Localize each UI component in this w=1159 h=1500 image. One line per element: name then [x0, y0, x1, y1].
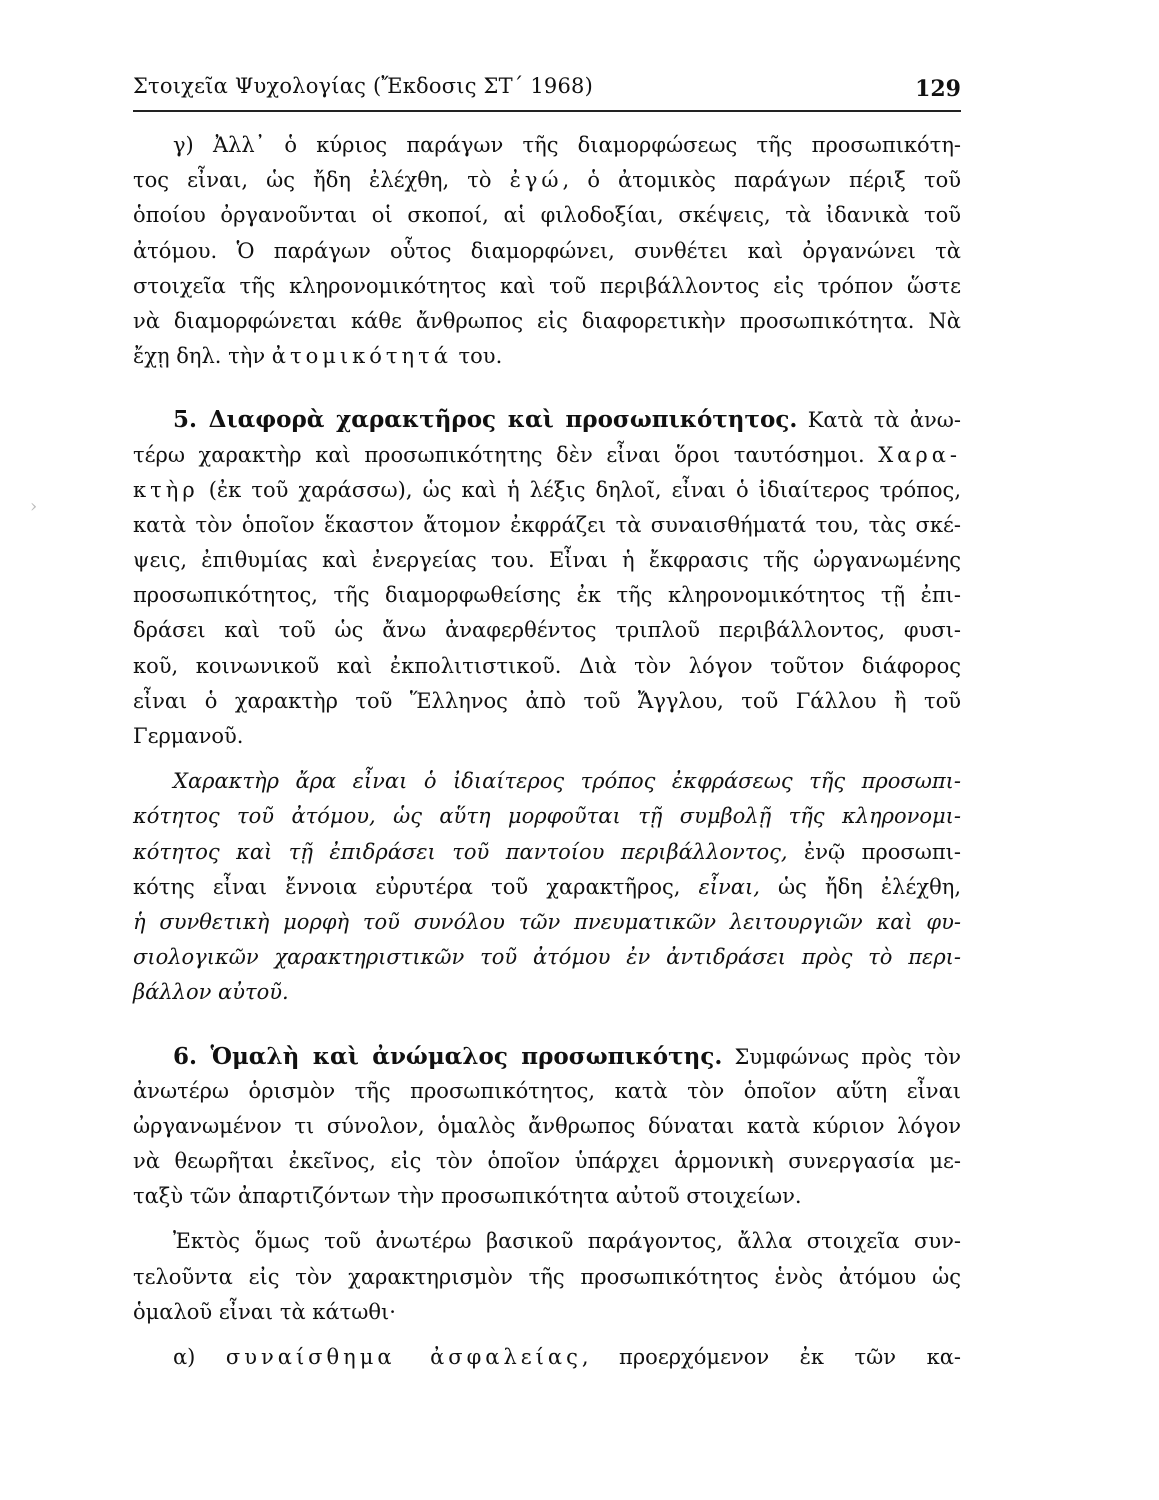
text-run: α): [173, 1345, 226, 1369]
spaced-term: ἀτομικότητά: [271, 344, 452, 369]
italic-run: κότητος καὶ τῇ ἐπιδράσει τοῦ παντοίου περιβάλλοντος,: [133, 839, 788, 864]
spacer: [133, 1214, 961, 1224]
section-heading: 5. Διαφορὰ χαρακτῆρος καὶ προσωπικότητος.: [173, 406, 798, 434]
running-title: Στοιχεῖα Ψυχολογίας (Ἔκδοσις ΣΤ΄ 1968): [133, 74, 593, 98]
text-run: Κατὰ τὰ ἀνω-: [797, 408, 961, 433]
spaced-term: ἐγώ: [509, 168, 563, 193]
text-line: [133, 402, 961, 437]
text-run: ἐνῷ προσωπι-: [787, 839, 962, 864]
text-line: [133, 163, 961, 198]
text-line: Ἐκτὸς ὅμως τοῦ ἀνωτέρω βασικοῦ παράγοντος, ἄλλα στοιχεῖα συν-: [173, 1229, 961, 1254]
header-rule: [133, 110, 961, 112]
section-6: [133, 1039, 961, 1215]
text-run: ὡς ἤδη ἐλέχθη,: [759, 874, 961, 899]
text-line: ὁποίου ὀργανοῦνται οἱ σκοποί, αἱ φιλοδοξίαι, σκέψεις, τὰ ἰδανικὰ τοῦ: [133, 203, 961, 228]
text-line: δράσει καὶ τοῦ ὡς ἄνω ἀναφερθέντος τριπλοῦ περιβάλλοντος, φυσι-: [133, 618, 961, 643]
text-line: κοῦ, κοινωνικοῦ καὶ ἐκπολιτιστικοῦ. Διὰ τὸν λόγον τοῦτον διάφορος: [133, 653, 961, 678]
text-run: τέρω χαρακτὴρ καὶ προσωπικότητης δὲν εἶναι ὅροι ταυτόσημοι.: [133, 442, 879, 467]
text-line: [133, 870, 961, 905]
section-5: [133, 402, 961, 754]
spaced-term: συναίσθημα ἀσφαλείας: [225, 1345, 582, 1369]
text-line: Γερμανοῦ.: [133, 724, 244, 748]
paragraph-elements: [133, 1224, 961, 1330]
section-heading: 6. Ὁμαλὴ καὶ ἀνώμαλος προσωπικότης.: [173, 1042, 723, 1070]
text-run: κότης εἶναι ἔννοια εὐρυτέρα τοῦ χαρακτῆρος,: [133, 874, 699, 899]
text-run: του.: [451, 344, 503, 369]
spaced-term: Χαρα-: [878, 442, 961, 467]
text-line: ἀνωτέρω ὁρισμὸν τῆς προσωπικότητος, κατὰ τὸν ὁποῖον αὕτη εἶναι: [133, 1078, 961, 1103]
definition-paragraph: [133, 764, 961, 1010]
text-run: , ὁ ἀτομικὸς παράγων πέριξ τοῦ: [562, 168, 961, 193]
text-line: τελοῦντα εἰς τὸν χαρακτηρισμὸν τῆς προσωπικότητος ἑνὸς ἀτόμου ὡς: [133, 1264, 961, 1289]
spaced-term: κτὴρ: [133, 477, 199, 502]
page-number: 129: [915, 76, 961, 102]
text-run: (ἐκ τοῦ χαράσσω), ὡς καὶ ἡ λέξις δηλοῖ, εἶναι ὁ ἰδιαίτερος τρόπος,: [198, 477, 961, 502]
text-line: ἡ συνθετικὴ μορφὴ τοῦ συνόλου τῶν πνευματικῶν λειτουργιῶν καὶ φυ-: [133, 909, 961, 934]
text-line: κατὰ τὸν ὁποῖον ἕκαστον ἄτομον ἐκφράζει τὰ συναισθήματά του, τὰς σκέ-: [133, 512, 961, 537]
text-run: Συμφώνως πρὸς τὸν: [722, 1044, 961, 1069]
text-run: τος εἶναι, ὡς ἤδη ἐλέχθη, τὸ: [133, 168, 510, 193]
spacer: [133, 1330, 961, 1340]
text-line: γ) Ἀλλ᾽ ὁ κύριος παράγων τῆς διαμορφώσεως τῆς προσωπικότη-: [173, 133, 961, 157]
text-line: στοιχεῖα τῆς κληρονομικότητος καὶ τοῦ περιβάλλοντος εἰς τρόπον ὥστε: [133, 273, 961, 298]
text-line: [133, 339, 961, 374]
text-line: [133, 438, 961, 473]
spacer: [133, 374, 961, 402]
spacer: [133, 1011, 961, 1039]
spacer: [133, 754, 961, 764]
margin-mark: ›: [30, 496, 38, 517]
text-line: [133, 1039, 961, 1074]
text-line: ὁμαλοῦ εἶναι τὰ κάτωθι·: [133, 1299, 396, 1324]
text-line: προσωπικότητος, τῆς διαμορφωθείσης ἐκ τῆς κληρονομικότητος τῇ ἐπι-: [133, 583, 961, 608]
body-text: [133, 128, 961, 1375]
text-run: ἔχῃ δηλ. τὴν: [133, 344, 272, 369]
text-line: [133, 835, 961, 870]
running-head: [133, 74, 961, 106]
text-line: [133, 473, 961, 508]
text-line: βάλλον αὐτοῦ.: [133, 980, 289, 1005]
text-line: ἀτόμου. Ὁ παράγων οὗτος διαμορφώνει, συνθέτει καὶ ὀργανώνει τὰ: [133, 238, 961, 263]
text-line: ταξὺ τῶν ἀπαρτιζόντων τὴν προσωπικότητα αὐτοῦ στοιχείων.: [133, 1184, 802, 1209]
text-line: ψεις, ἐπιθυμίας καὶ ἐνεργείας του. Εἶναι ἡ ἔκφρασις τῆς ὠργανωμένης: [133, 548, 961, 573]
italic-run: εἶναι,: [698, 874, 760, 899]
text-line: εἶναι ὁ χαρακτὴρ τοῦ Ἕλληνος ἀπὸ τοῦ Ἄγγλου, τοῦ Γάλλου ἢ τοῦ: [133, 688, 961, 713]
text-line: νὰ θεωρῆται ἐκεῖνος, εἰς τὸν ὁποῖον ὑπάρχει ἁρμονικὴ συνεργασία με-: [133, 1149, 961, 1174]
text-run: , προερχόμενον ἐκ τῶν κα-: [581, 1345, 961, 1369]
text-line: κότητος τοῦ ἀτόμου, ὡς αὕτη μορφοῦται τῇ συμβολῇ τῆς κληρονομι-: [133, 804, 961, 829]
text-line: ὠργανωμένον τι σύνολον, ὁμαλὸς ἄνθρωπος δύναται κατὰ κύριον λόγον: [133, 1113, 961, 1138]
text-line: σιολογικῶν χαρακτηριστικῶν τοῦ ἀτόμου ἐν ἀντιδράσει πρὸς τὸ περι-: [133, 945, 961, 970]
text-line: [133, 1340, 961, 1375]
paragraph-gamma: [133, 128, 961, 374]
list-item-a: [133, 1340, 961, 1375]
text-line: Χαρακτὴρ ἄρα εἶναι ὁ ἰδιαίτερος τρόπος ἐκφράσεως τῆς προσωπι-: [173, 769, 961, 794]
text-line: νὰ διαμορφώνεται κάθε ἄνθρωπος εἰς διαφορετικὴν προσωπικότητα. Νὰ: [133, 308, 961, 333]
